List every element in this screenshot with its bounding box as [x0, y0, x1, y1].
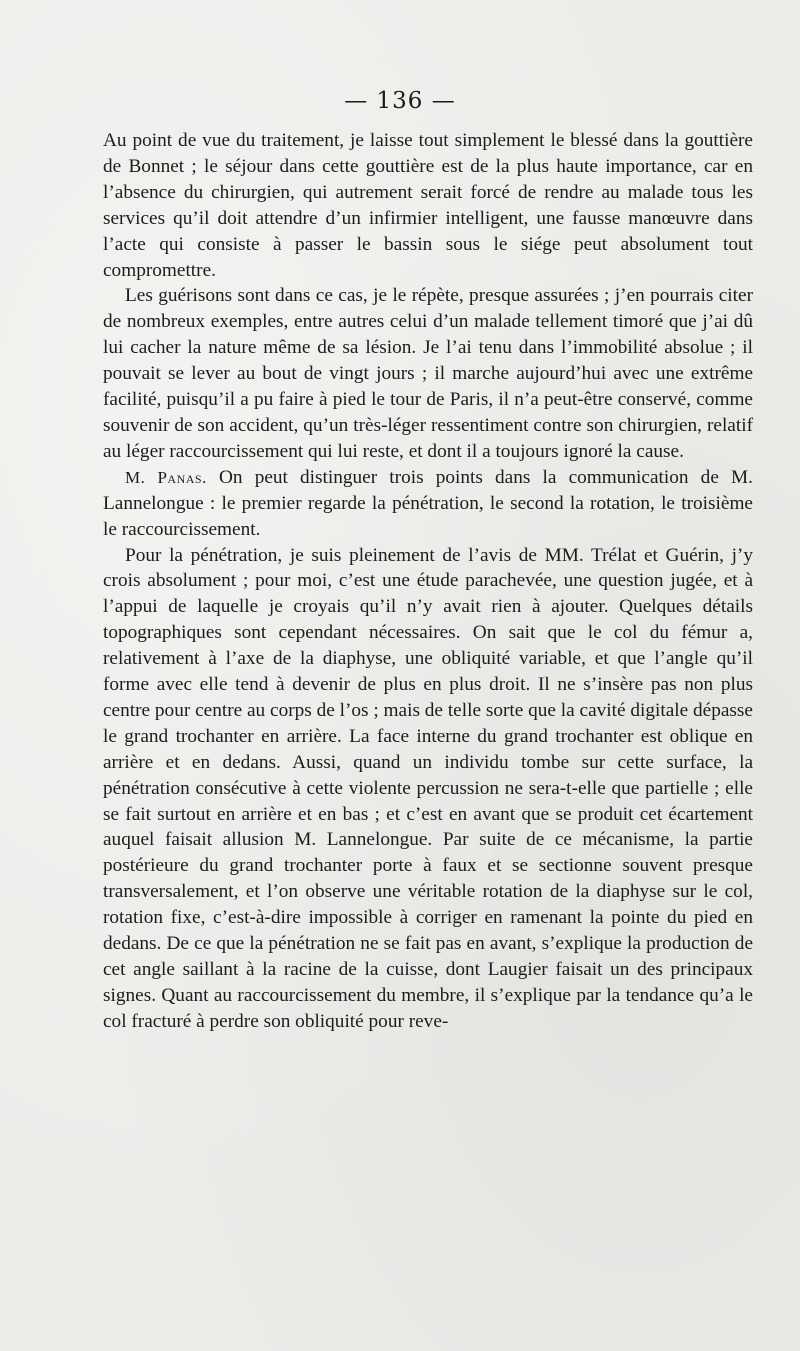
paragraph-treatment: Au point de vue du traitement, je laisse tout simplement le blessé dans la gouttière de Bonnet ; le séjour dans cette gouttière est de la plus haute importance, car en l’absence du chirurgien, qui autrement serait forcé de rendre au malade tous les services qu’il doit attendre d’un infirmier intelligent, une fausse manœuvre dans l’acte qui consiste à passer le bassin sous le siége peut absolument tout compromettre. — [103, 130, 753, 281]
speaker-remark: On peut distinguer trois points dans la communication de M. Lannelongue : le premier regarde la pénétration, le second la rotation, le troisième le raccourcissement. — [103, 466, 753, 540]
paragraph-recoveries: Les guérisons sont dans ce cas, je le répète, presque assurées ; j’en pourrais citer de nombreux exemples, entre autres celui d’un malade tellement timoré que j’ai dû lui cacher la nature même de sa lésion. Je l’ai tenu dans l’immobilité absolue ; il pouvait se lever au bout de vingt jours ; il marche aujourd’hui avec une extrême facilité, puisqu’il a pu faire à pied le tour de Paris, il n’a peut-être conservé, comme souvenir de son accident, qu’un très-léger ressentiment contre son chirurgien, relatif au léger raccourcissement qui lui reste, et dont il a toujours ignoré la cause. — [103, 285, 753, 462]
paragraph-panas — [103, 465, 753, 543]
speaker-name: M. Panas. — [125, 467, 207, 487]
body-text — [103, 128, 753, 1035]
paragraph-penetration: Pour la pénétration, je suis pleinement de l’avis de MM. Trélat et Guérin, j’y crois absolument ; pour moi, c’est une étude parachevée, une question jugée, et à l’appui de laquelle je croyais qu’il n’y avait rien à ajouter. Quelques détails topographiques sont cependant nécessaires. On sait que le col du fémur a, relativement à l’axe de la diaphyse, une obliquité variable, et que l’angle qu’il forme avec elle tend à devenir de plus en plus droit. Il ne s’insère pas non plus centre pour centre au corps de l’os ; mais de telle sorte que la cavité digitale dépasse le grand trochanter en arrière. La face interne du grand trochanter est oblique en arrière et en dedans. Aussi, quand un individu tombe sur cette surface, la pénétration consécutive à cette violente percussion ne sera-t-elle que partielle ; elle se fait surtout en arrière et en bas ; et c’est en avant que se produit cet écartement auquel faisait allusion M. Lannelongue. Par suite de ce mécanisme, la partie postérieure du grand trochanter porte à faux et se sectionne souvent presque transversalement, et l’on observe une véritable rotation de la diaphyse sur le col, rotation fixe, c’est-à-dire impossible à corriger en ramenant la pointe du pied en dedans. De ce que la pénétration ne se fait pas en avant, s’explique la production de cet angle saillant à la racine de la cuisse, dont Laugier faisait un des principaux signes. Quant au raccourcissement du membre, il s’explique par la tendance qu’a le col fracturé à perdre son obliquité pour reve- — [103, 544, 753, 1032]
page-number: — 136 — — [344, 88, 456, 114]
